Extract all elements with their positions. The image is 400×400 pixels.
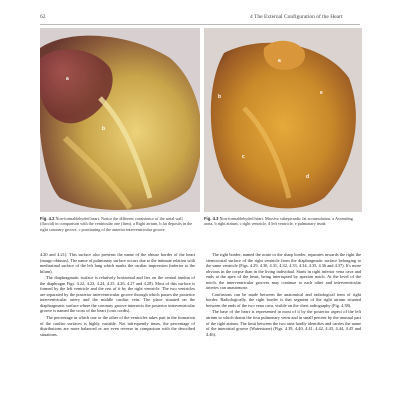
heart-photo-right [204, 28, 362, 212]
page-number: 62 [40, 14, 46, 20]
marker-b: b [218, 94, 222, 100]
marker-a: a [278, 58, 281, 64]
paragraph: The percentage in which one or the other of the ventricles takes part in the formation of the cardiac surfaces is highly variable. Not infrequently times, the percentage of distributions are more balanced or are even reverse in comparison with the described situations. [40, 315, 195, 337]
figure-4-2-caption [40, 216, 196, 232]
paragraph: The diaphragmatic surface is relatively horizontal and lies on the central tendon of the diaphragm Figs. 4.22, 4.23, 4.24, 4.25, 4.26, 4.27 and 4.28). Most of this surface is formed by the left ventricle and the rest of it by the right ventricle. The two ventricles are separated by the posterior interventricular groove through which passes the posterior interventricular artery and the middle cardiac vein. The place situated on the diaphragmatic surface where the coronary groove intersects the posterior interventricular groove is named the cross of the heart (crux cordis). [40, 275, 195, 314]
right-column [206, 252, 361, 338]
figure-4-3-photo [204, 28, 362, 212]
paragraph: The right border, named the acute or the sharp border, separates inwards the right the sternocostal surface of the right ventricle from the diaphragmatic surface belonging to the same ventricle (Figs. 4.29, 4.30, 4.31, 4.32, 4.33, 4.34, 4.35, 4.36 and 4.37). It's more obvious in the corpse than in the living individual. Starts in right inferior vena cava and ends at the apex of the heart, being interrupted by apexian notch. At the level of the notch, the interventricular grooves may continue to each other and interventricular arteries can anastomose. [206, 252, 361, 291]
figure-captions [40, 216, 362, 248]
figure-4-3-caption-text: Non-formaldehyded heart. Massive subepicardic fat accumulation. a Ascending aorta, b right atrium, c right ventricle, d left ventricle, e pulmonary trunk [204, 216, 353, 227]
paragraph: The base of the heart is represented in most of it by the posterior aspect of the left atrium to which drains the four pulmonary veins and in small percent by the unusual part of the right atrium. The limit between the two atria hardly identifies and carries the name of the interatrial groove (Waterstone) (Figs. 4.39, 4.40, 4.41, 4.42, 4.43, 4.44, 4.45 and 4.46). [206, 309, 361, 337]
marker-c: c [242, 154, 245, 160]
figure-row [40, 28, 362, 212]
heart-photo-left [40, 28, 200, 212]
figure-4-2-photo [40, 28, 200, 212]
left-column [40, 252, 195, 338]
running-header [40, 12, 360, 25]
marker-e: e [320, 90, 323, 96]
marker-a: a [66, 76, 69, 82]
paragraph: Confusions can be made between the anatomical and radiological term of right border. Radiologically, the right border is that segment of the right atrium situated between the ends of the two vena cava, visible on the chest radiography (Fig. 4.38). [206, 291, 361, 308]
body-text [40, 252, 362, 396]
figure-4-2-caption-text: Non-formaldehyded heart. Notice the different consistence of the atrial wall (flaccid) in comparison with the ventricular one (firm). a Right atrium, b fat deposits in the right coronary groove, c positioning of the anterior interventricular groove [40, 216, 193, 232]
marker-d: d [306, 174, 310, 180]
chapter-title: 4 The External Configuration of the Heart [250, 14, 343, 20]
figure-4-2-label: Fig. 4.2 [40, 216, 55, 221]
figure-4-3-label: Fig. 4.3 [204, 216, 219, 221]
marker-b: b [102, 126, 106, 132]
paragraph: 4.20 and 4.21). This surface also presents the name of the obtuse border of the heart (margo obtusus). The name of pulmonary surface occurs due to the intimate relation with mediastinal surface of the left lung which marks the cardiac impression (inferior to the hilum). [40, 252, 195, 274]
figure-4-3-caption [204, 216, 362, 227]
